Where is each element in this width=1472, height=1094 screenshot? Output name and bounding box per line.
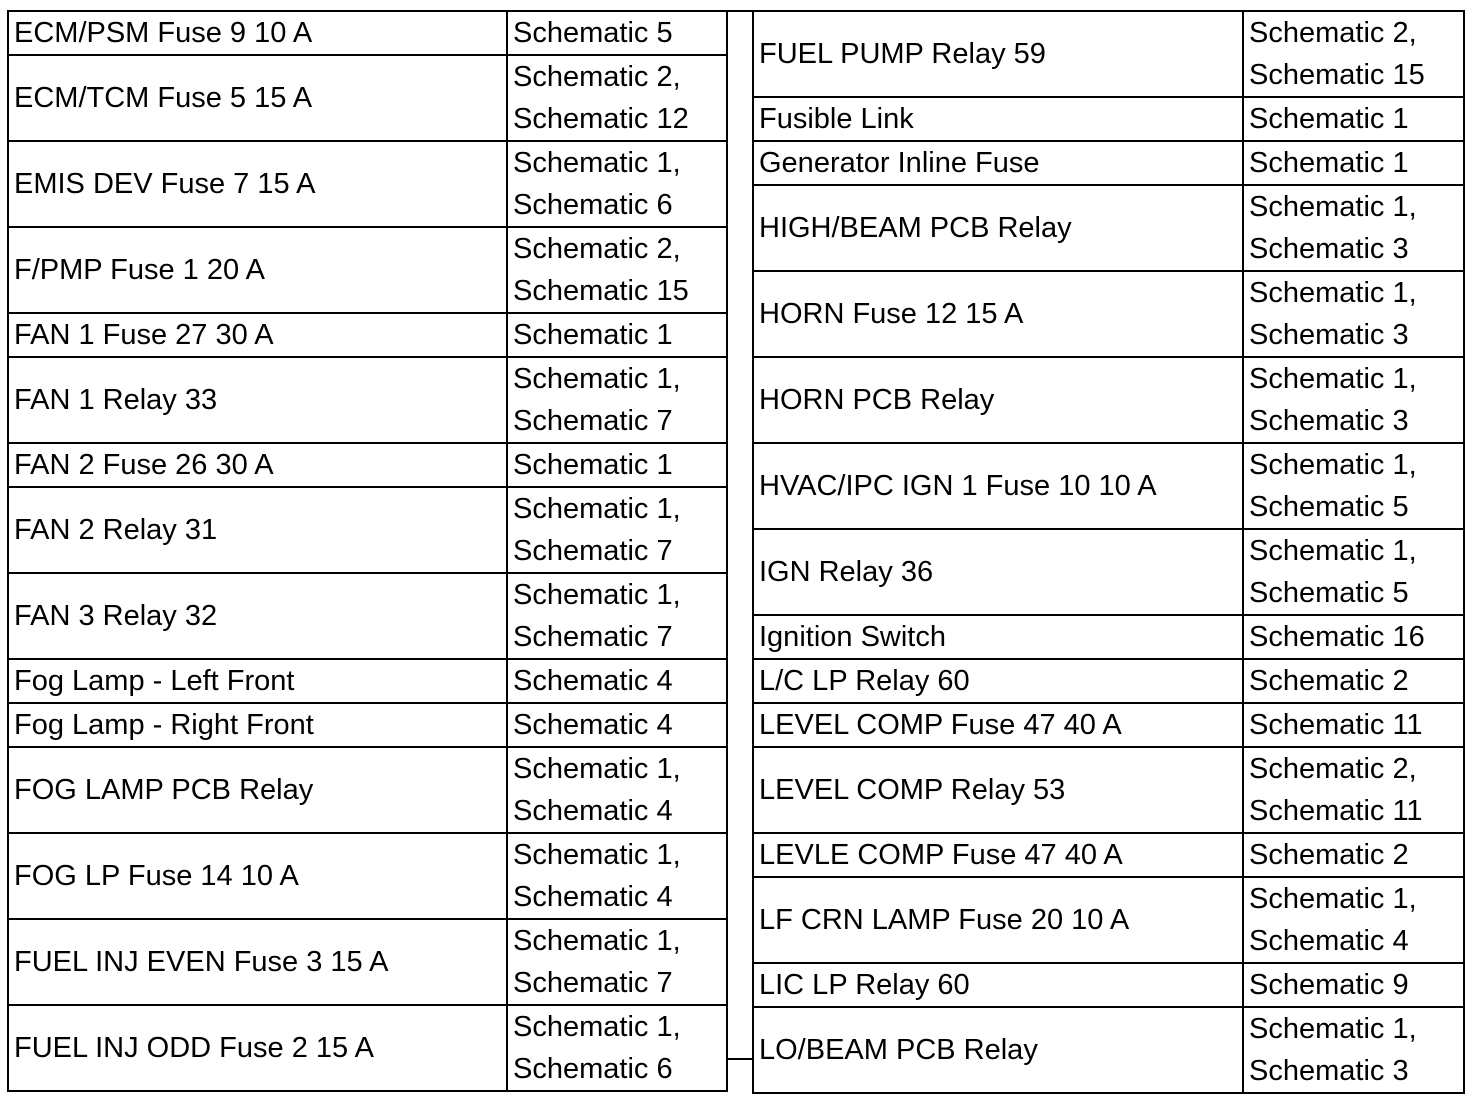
component-cell: LEVLE COMP Fuse 47 40 A bbox=[753, 833, 1243, 877]
table-row bbox=[753, 11, 1464, 97]
table-row bbox=[753, 529, 1464, 615]
table-row bbox=[8, 141, 727, 227]
table-row bbox=[753, 1007, 1464, 1093]
schematic-ref-cell: Schematic 1 bbox=[507, 443, 727, 487]
table-row bbox=[753, 357, 1464, 443]
component-cell: HORN Fuse 12 15 A bbox=[753, 271, 1243, 357]
component-cell: Fog Lamp - Left Front bbox=[8, 659, 507, 703]
component-cell: HVAC/IPC IGN 1 Fuse 10 10 A bbox=[753, 443, 1243, 529]
schematic-ref-cell: Schematic 4 bbox=[507, 659, 727, 703]
schematic-ref-cell: Schematic 1, Schematic 7 bbox=[507, 919, 727, 1005]
table-row bbox=[8, 313, 727, 357]
component-cell: LIC LP Relay 60 bbox=[753, 963, 1243, 1007]
schematic-ref-cell: Schematic 1, Schematic 4 bbox=[1243, 877, 1464, 963]
component-cell: HIGH/BEAM PCB Relay bbox=[753, 185, 1243, 271]
component-cell: LF CRN LAMP Fuse 20 10 A bbox=[753, 877, 1243, 963]
table-row bbox=[753, 185, 1464, 271]
component-cell: Generator Inline Fuse bbox=[753, 141, 1243, 185]
schematic-ref-cell: Schematic 1, Schematic 7 bbox=[507, 573, 727, 659]
component-cell: FAN 3 Relay 32 bbox=[8, 573, 507, 659]
component-cell: Fusible Link bbox=[753, 97, 1243, 141]
component-cell: ECM/TCM Fuse 5 15 A bbox=[8, 55, 507, 141]
table-row bbox=[753, 443, 1464, 529]
table-row bbox=[8, 659, 727, 703]
left-index-table bbox=[7, 10, 728, 1092]
component-cell: Ignition Switch bbox=[753, 615, 1243, 659]
component-cell: FAN 2 Fuse 26 30 A bbox=[8, 443, 507, 487]
table-row bbox=[8, 357, 727, 443]
schematic-ref-cell: Schematic 2, Schematic 15 bbox=[1243, 11, 1464, 97]
table-row bbox=[753, 703, 1464, 747]
schematic-ref-cell: Schematic 1, Schematic 5 bbox=[1243, 443, 1464, 529]
schematic-ref-cell: Schematic 2, Schematic 12 bbox=[507, 55, 727, 141]
schematic-ref-cell: Schematic 9 bbox=[1243, 963, 1464, 1007]
table-row bbox=[8, 443, 727, 487]
schematic-ref-cell: Schematic 11 bbox=[1243, 703, 1464, 747]
table-row bbox=[8, 703, 727, 747]
schematic-ref-cell: Schematic 1 bbox=[1243, 141, 1464, 185]
table-row bbox=[753, 659, 1464, 703]
component-cell: FUEL PUMP Relay 59 bbox=[753, 11, 1243, 97]
component-cell: HORN PCB Relay bbox=[753, 357, 1243, 443]
component-cell: LEVEL COMP Fuse 47 40 A bbox=[753, 703, 1243, 747]
schematic-ref-cell: Schematic 2, Schematic 11 bbox=[1243, 747, 1464, 833]
schematic-ref-cell: Schematic 1, Schematic 4 bbox=[507, 833, 727, 919]
component-cell: L/C LP Relay 60 bbox=[753, 659, 1243, 703]
table-row bbox=[753, 877, 1464, 963]
table-row bbox=[753, 271, 1464, 357]
component-cell: ECM/PSM Fuse 9 10 A bbox=[8, 11, 507, 55]
schematic-ref-cell: Schematic 1, Schematic 3 bbox=[1243, 271, 1464, 357]
schematic-ref-cell: Schematic 16 bbox=[1243, 615, 1464, 659]
schematic-ref-cell: Schematic 1, Schematic 3 bbox=[1243, 185, 1464, 271]
table-row bbox=[753, 141, 1464, 185]
component-cell: LEVEL COMP Relay 53 bbox=[753, 747, 1243, 833]
component-cell: FAN 2 Relay 31 bbox=[8, 487, 507, 573]
component-cell: FOG LP Fuse 14 10 A bbox=[8, 833, 507, 919]
schematic-ref-cell: Schematic 1, Schematic 5 bbox=[1243, 529, 1464, 615]
schematic-ref-cell: Schematic 1, Schematic 7 bbox=[507, 487, 727, 573]
schematic-ref-cell: Schematic 1, Schematic 7 bbox=[507, 357, 727, 443]
component-cell: EMIS DEV Fuse 7 15 A bbox=[8, 141, 507, 227]
table-row bbox=[753, 97, 1464, 141]
schematic-ref-cell: Schematic 2 bbox=[1243, 659, 1464, 703]
component-cell: Fog Lamp - Right Front bbox=[8, 703, 507, 747]
table-row bbox=[8, 1005, 727, 1091]
component-cell: FOG LAMP PCB Relay bbox=[8, 747, 507, 833]
schematic-ref-cell: Schematic 1, Schematic 4 bbox=[507, 747, 727, 833]
schematic-ref-cell: Schematic 4 bbox=[507, 703, 727, 747]
schematic-ref-cell: Schematic 1, Schematic 3 bbox=[1243, 357, 1464, 443]
component-cell: FAN 1 Relay 33 bbox=[8, 357, 507, 443]
table-row bbox=[8, 919, 727, 1005]
right-table-body bbox=[753, 11, 1464, 1093]
schematic-ref-cell: Schematic 1, Schematic 6 bbox=[507, 1005, 727, 1091]
table-row bbox=[8, 747, 727, 833]
schematic-ref-cell: Schematic 2, Schematic 15 bbox=[507, 227, 727, 313]
table-row bbox=[8, 573, 727, 659]
left-table-body bbox=[8, 11, 727, 1091]
table-row bbox=[753, 963, 1464, 1007]
schematic-ref-cell: Schematic 1 bbox=[1243, 97, 1464, 141]
table-row bbox=[8, 833, 727, 919]
component-cell: F/PMP Fuse 1 20 A bbox=[8, 227, 507, 313]
table-row bbox=[753, 833, 1464, 877]
schematic-ref-cell: Schematic 2 bbox=[1243, 833, 1464, 877]
right-index-table bbox=[752, 10, 1465, 1094]
component-cell: FUEL INJ ODD Fuse 2 15 A bbox=[8, 1005, 507, 1091]
schematic-ref-cell: Schematic 5 bbox=[507, 11, 727, 55]
schematic-ref-cell: Schematic 1, Schematic 3 bbox=[1243, 1007, 1464, 1093]
table-row bbox=[753, 747, 1464, 833]
schematic-ref-cell: Schematic 1, Schematic 6 bbox=[507, 141, 727, 227]
table-row bbox=[8, 55, 727, 141]
schematic-ref-cell: Schematic 1 bbox=[507, 313, 727, 357]
component-cell: IGN Relay 36 bbox=[753, 529, 1243, 615]
component-cell: LO/BEAM PCB Relay bbox=[753, 1007, 1243, 1093]
column-gap bbox=[726, 10, 752, 1060]
component-cell: FAN 1 Fuse 27 30 A bbox=[8, 313, 507, 357]
table-row bbox=[8, 11, 727, 55]
table-row bbox=[753, 615, 1464, 659]
component-cell: FUEL INJ EVEN Fuse 3 15 A bbox=[8, 919, 507, 1005]
table-row bbox=[8, 227, 727, 313]
table-row bbox=[8, 487, 727, 573]
